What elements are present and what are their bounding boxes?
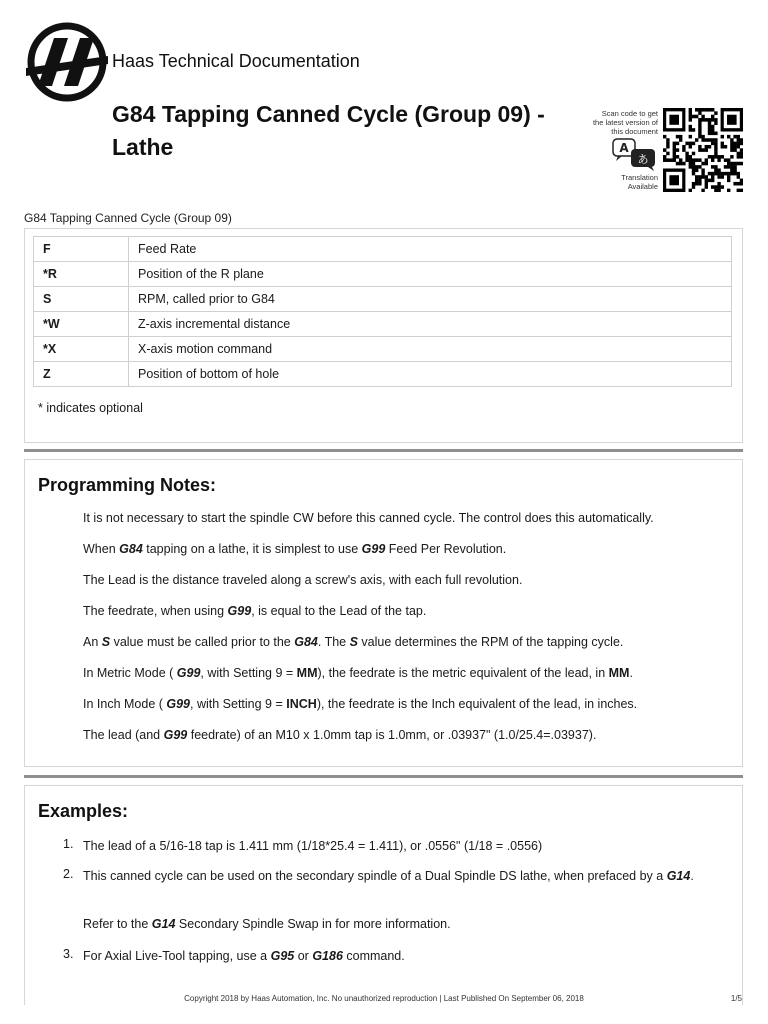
qr-note: Scan code to get the latest version of this document (592, 109, 658, 136)
text-run: In Metric Mode ( (83, 666, 177, 680)
parameter-code: *W (34, 312, 129, 337)
text-run: feedrate) of an M10 x 1.0mm tap is 1.0mm, or .03937" (1.0/25.4=.03937). (187, 728, 597, 742)
text-run: or (294, 949, 313, 963)
parameter-description: Z-axis incremental distance (129, 312, 732, 337)
code-term: S (101, 635, 111, 649)
parameter-code: S (34, 287, 129, 312)
programming-note (83, 542, 506, 556)
programming-note (83, 635, 623, 649)
example-text (83, 915, 723, 933)
parameter-description: Position of bottom of hole (129, 362, 732, 387)
text-run: Secondary Spindle Swap in for more information. (175, 917, 451, 931)
programming-note (83, 573, 522, 587)
text-run: Refer to the (83, 917, 152, 931)
text-run: An (83, 635, 102, 649)
text-run: It is not necessary to start the spindle CW before this canned cycle. The control does this automatically. (83, 511, 654, 525)
text-run: When (83, 542, 120, 556)
text-run: In Inch Mode ( (83, 697, 167, 711)
code-term: G99 (227, 604, 252, 618)
text-run: This canned cycle can be used on the secondary spindle of a Dual Spindle DS lathe, when prefaced by a (83, 869, 667, 883)
examples-heading: Examples: (38, 801, 129, 821)
text-run: . (690, 869, 694, 883)
table-row (34, 312, 732, 337)
parameter-code: *X (34, 337, 129, 362)
haas-logo (24, 22, 110, 102)
table-row (34, 362, 732, 387)
text-run: , is equal to the Lead of the tap. (251, 604, 427, 618)
example-text (83, 947, 723, 965)
programming-note (83, 511, 654, 525)
parameter-code: *R (34, 262, 129, 287)
parameter-description: Feed Rate (129, 237, 732, 262)
text-run: ), the feedrate is the Inch equivalent of the lead, in inches. (316, 697, 638, 711)
table-row (34, 237, 732, 262)
text-run: command. (342, 949, 405, 963)
programming-note (83, 728, 596, 742)
text-run: The Lead is the distance traveled along a screw's axis, with each full revolution. (83, 573, 523, 587)
text-run: The feedrate, when using (83, 604, 228, 618)
code-term: G99 (166, 697, 191, 711)
section-divider (24, 449, 743, 452)
text-run: value must be called prior to the (110, 635, 295, 649)
translation-note: Translation Available (621, 173, 658, 191)
text-run: Feed Per Revolution. (385, 542, 507, 556)
brand-name: Haas Technical Documentation (112, 51, 360, 71)
text-run: For Axial Live-Tool tapping, use a (83, 949, 271, 963)
svg-text:A: A (619, 141, 629, 155)
footer-copyright: Copyright 2018 by Haas Automation, Inc. No unauthorized reproduction | Last Published On September 06, 2018 (184, 994, 584, 1003)
parameter-description: Position of the R plane (129, 262, 732, 287)
optional-note: * indicates optional (38, 401, 143, 415)
text-run: tapping on a lathe, it is simplest to use (142, 542, 362, 556)
text-run: . (629, 666, 633, 680)
text-run: , with Setting 9 = (200, 666, 297, 680)
code-term: G95 (270, 949, 295, 963)
example-number: 1. (63, 837, 74, 851)
text-run: , with Setting 9 = (190, 697, 287, 711)
programming-notes-panel (24, 459, 743, 767)
code-term: INCH (286, 697, 317, 711)
code-term: G14 (666, 869, 691, 883)
example-number: 3. (63, 947, 74, 961)
parameters-table (33, 236, 732, 387)
code-term: MM (608, 666, 630, 680)
code-term: G186 (312, 949, 343, 963)
page-number: 1/5 (730, 994, 742, 1003)
code-term: MM (296, 666, 318, 680)
code-term: G99 (176, 666, 201, 680)
code-term: G99 (361, 542, 386, 556)
code-term: G84 (294, 635, 318, 649)
table-row (34, 287, 732, 312)
code-term: G14 (151, 917, 176, 931)
text-run: The lead of a 5/16-18 tap is 1.411 mm (1/18*25.4 = 1.411), or .0556" (1/18 = .0556) (83, 839, 543, 853)
code-term: G84 (119, 542, 143, 556)
translation-icon (610, 137, 658, 171)
programming-notes-heading: Programming Notes: (38, 475, 217, 495)
text-run: ), the feedrate is the metric equivalent of the lead, in (317, 666, 609, 680)
example-number: 2. (63, 867, 74, 881)
programming-note (83, 697, 637, 711)
programming-note (83, 666, 633, 680)
text-run: . The (317, 635, 350, 649)
section-divider (24, 775, 743, 778)
code-term: G99 (163, 728, 188, 742)
qr-code-icon[interactable] (663, 108, 743, 192)
example-text (83, 867, 723, 885)
text-run: The lead (and (83, 728, 164, 742)
programming-note (83, 604, 426, 618)
code-term: S (349, 635, 358, 649)
parameter-code: Z (34, 362, 129, 387)
text-run: value determines the RPM of the tapping cycle. (357, 635, 624, 649)
parameter-description: X-axis motion command (129, 337, 732, 362)
svg-text:あ: あ (637, 153, 649, 166)
parameter-code: F (34, 237, 129, 262)
page-title: G84 Tapping Canned Cycle (Group 09) - Lathe (112, 101, 545, 160)
parameter-description: RPM, called prior to G84 (129, 287, 732, 312)
table-row (34, 262, 732, 287)
table-row (34, 337, 732, 362)
table-caption: G84 Tapping Canned Cycle (Group 09) (24, 211, 232, 225)
examples-panel (24, 785, 743, 1005)
parameters-panel (24, 228, 743, 443)
example-text (83, 837, 723, 855)
